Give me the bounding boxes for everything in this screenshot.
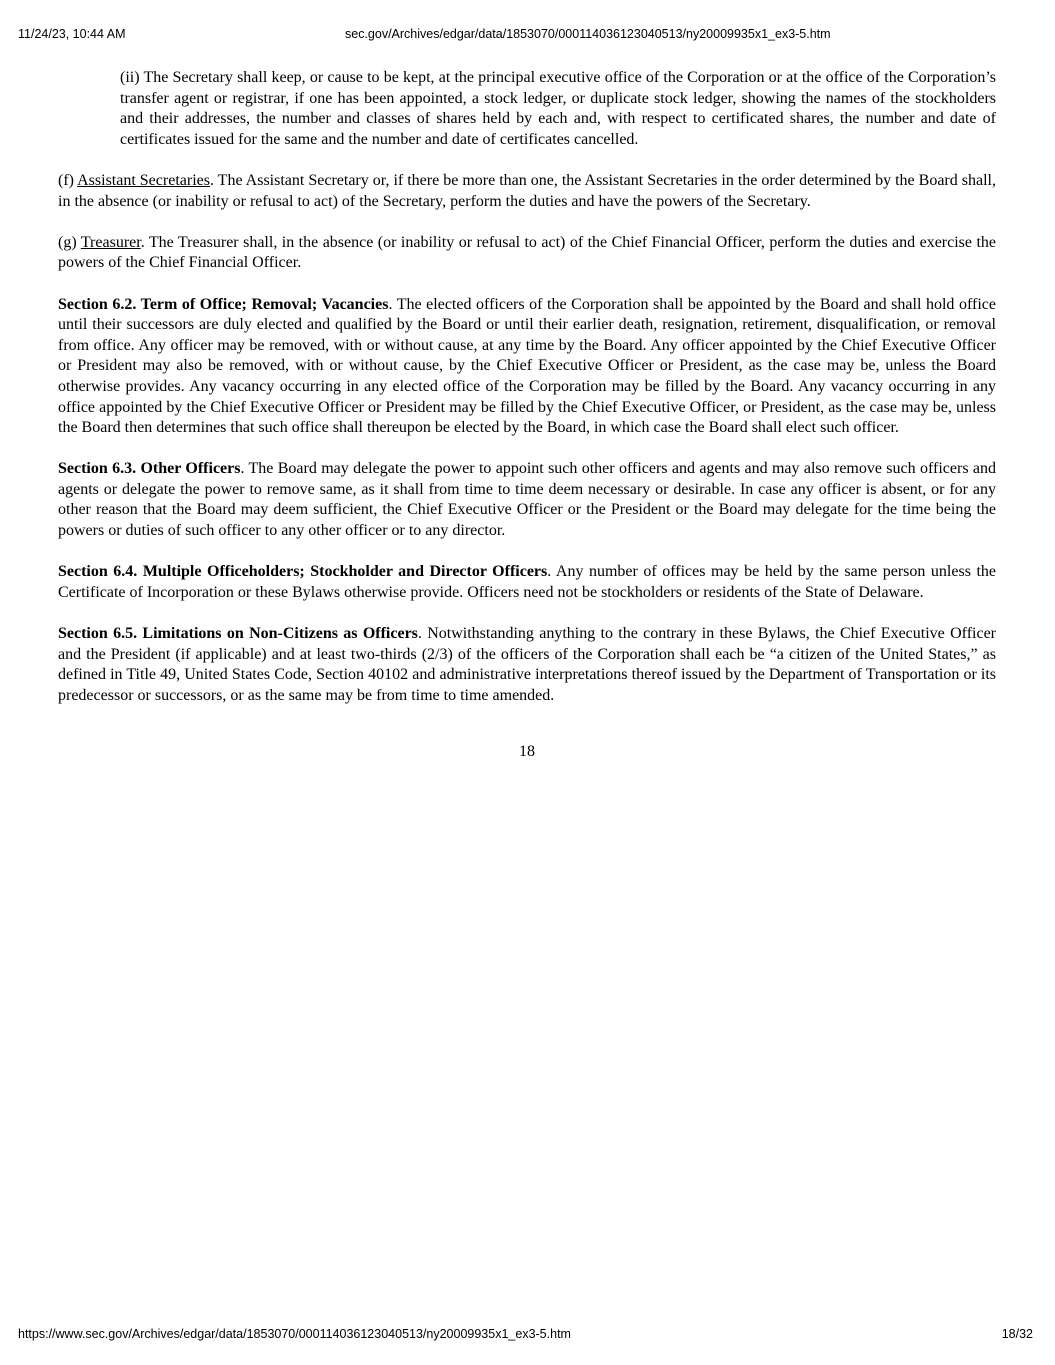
paragraph-f	[58, 171, 996, 212]
print-timestamp: 11/24/23, 10:44 AM	[18, 27, 126, 41]
section-6-3-heading: Section 6.3. Other Officers	[58, 460, 241, 478]
print-footer-url: https://www.sec.gov/Archives/edgar/data/1853070/000114036123040513/ny20009935x1_ex3-5.htm	[18, 1327, 571, 1341]
paragraph-g	[58, 233, 996, 274]
section-6-5-heading: Section 6.5. Limitations on Non-Citizens as Officers	[58, 625, 418, 643]
section-6-2-heading: Section 6.2. Term of Office; Removal; Vacancies	[58, 295, 389, 313]
paragraph-g-text: . The Treasurer shall, in the absence (or inability or refusal to act) of the Chief Financial Officer, perform the duties and exercise the powers of the Chief Financial Officer.	[58, 233, 997, 272]
section-6-5	[58, 624, 996, 706]
print-page-indicator: 18/32	[1001, 1327, 1033, 1341]
paragraph-f-prefix: (f)	[58, 171, 78, 189]
document-body	[58, 68, 996, 784]
section-6-4-heading: Section 6.4. Multiple Officeholders; Stockholder and Director Officers	[58, 563, 548, 581]
paragraph-ii: (ii) The Secretary shall keep, or cause to be kept, at the principal executive office of the Corporation or at the office of the Corporation’s transfer agent or registrar, if one has been appointed, a stock ledger, or duplicate stock ledger, showing the names of the stockholders and their addresses, the number and classes of shares held by each and, with respect to certificated shares, the number and date of certificates issued for the same and the number and date of certificates cancelled.	[120, 69, 996, 148]
section-6-2	[58, 295, 996, 439]
assistant-secretaries-heading: Assistant Secretaries	[77, 171, 210, 189]
paragraph-g-prefix: (g)	[58, 233, 81, 251]
section-6-3	[58, 459, 996, 541]
treasurer-heading: Treasurer	[80, 233, 141, 251]
section-6-4-text: . Any number of offices may be held by the same person unless the Certificate of Incorporation or these Bylaws otherwise provide. Officers need not be stockholders or residents of the State of Delaware.	[58, 563, 996, 601]
page-number: 18	[519, 743, 535, 761]
section-6-3-text: . The Board may delegate the power to appoint such other officers and agents and may also remove such officers and agents or delegate the power to remove same, as it shall from time to time deem necessary or desirable. In case any officer is absent, or for any other reason that the Board may deem sufficient, the Chief Executive Officer or the President or the Board may delegate for the time being the powers or duties of such officer to any other officer or to any director.	[58, 460, 996, 540]
section-6-4	[58, 562, 996, 603]
print-header-url: sec.gov/Archives/edgar/data/1853070/000114036123040513/ny20009935x1_ex3-5.htm	[345, 27, 831, 41]
section-6-2-text: . The elected officers of the Corporation shall be appointed by the Board and shall hold office until their successors are duly elected and qualified by the Board or until their earlier death, resignation, retirement, disqualification, or removal from office. Any officer may be removed, with or without cause, at any time by the Board. Any officer appointed by the Chief Executive Officer or President may also be removed, with or without cause, by the Chief Executive Officer or President, as the case may be, unless the Board otherwise provides. Any vacancy occurring in any elected office of the Corporation may be filled by the Board. Any vacancy occurring in any office appointed by the Chief Executive Officer or President may be filled by the Chief Executive Officer, or President, as the case may be, unless the Board then determines that such office shall thereupon be elected by the Board, in which case the Board shall elect such officer.	[58, 295, 996, 437]
section-6-5-text: . Notwithstanding anything to the contrary in these Bylaws, the Chief Executive Officer and the President (if applicable) and at least two-thirds (2/3) of the officers of the Corporation shall each be “a citizen of the United States,” as defined in Title 49, United States Code, Section 40102 and administrative interpretations thereof issued by the Department of Transportation or its predecessor or successors, or as the same may be from time to time amended.	[58, 625, 996, 704]
paragraph-f-text: . The Assistant Secretary or, if there be more than one, the Assistant Secretaries in the order determined by the Board shall, in the absence (or inability or refusal to act) of the Secretary, perform the duties and have the powers of the Secretary.	[58, 171, 996, 210]
